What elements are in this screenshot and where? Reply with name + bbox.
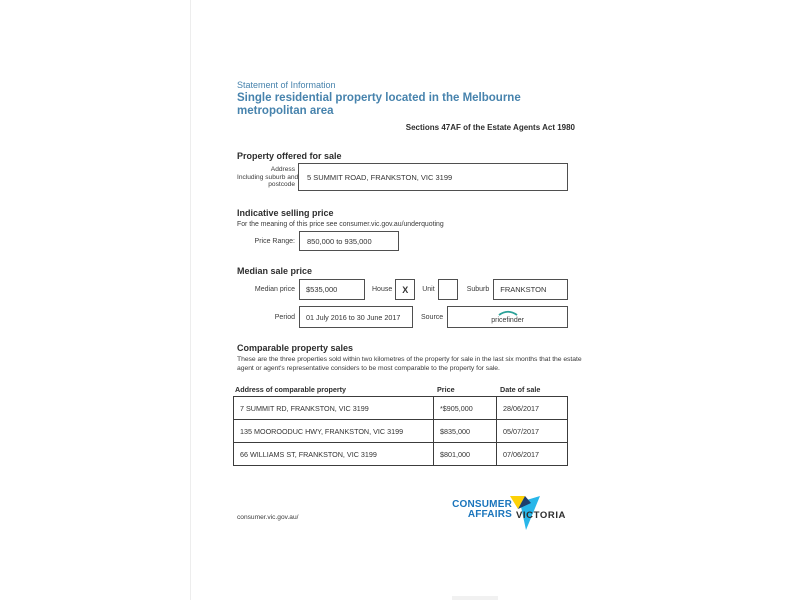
act-reference: Sections 47AF of the Estate Agents Act 1980 <box>405 123 575 132</box>
scan-artifact-bar <box>452 596 498 600</box>
document-eyebrow: Statement of Information <box>237 80 336 90</box>
comparable-sales-description: These are the three properties sold within two kilometres of the property for sale in the last six months that the estate agent or agent's representative considers to be most comparable to the property for sale. <box>237 356 582 372</box>
cell-date: 07/06/2017 <box>503 449 539 459</box>
cell-address: 7 SUMMIT RD, FRANKSTON, VIC 3199 <box>234 397 434 419</box>
section-heading-indicative-price: Indicative selling price <box>237 208 334 218</box>
footer-website: consumer.vic.gov.au/ <box>237 514 299 521</box>
table-row <box>234 420 567 443</box>
pricefinder-logo <box>491 310 524 324</box>
column-header-date: Date of sale <box>500 385 541 394</box>
address-field-row <box>237 163 568 191</box>
period-value: 01 July 2016 to 30 June 2017 <box>299 306 413 328</box>
page-edge-line <box>190 0 191 600</box>
page-title: Single residential property located in the Melbourne metropolitan area <box>237 92 521 117</box>
suburb-label: Suburb <box>466 286 490 293</box>
house-checkbox: X <box>395 279 415 300</box>
price-range-row <box>237 231 399 251</box>
pricefinder-arc-icon <box>497 310 519 316</box>
table-row <box>234 443 567 465</box>
source-value-box <box>447 306 568 328</box>
price-range-value: 850,000 to 935,000 <box>299 231 399 251</box>
cell-address: 66 WILLIAMS ST, FRANKSTON, VIC 3199 <box>234 443 434 465</box>
cell-address: 135 MOOROODUC HWY, FRANKSTON, VIC 3199 <box>234 420 434 442</box>
column-header-address: Address of comparable property <box>233 385 433 397</box>
period-source-row <box>237 306 568 328</box>
house-label: House <box>372 286 393 293</box>
suburb-value: FRANKSTON <box>493 279 568 300</box>
section-heading-median-sale: Median sale price <box>237 266 313 276</box>
table-row <box>234 397 567 420</box>
underquoting-note: For the meaning of this price see consumer.vic.gov.au/underquoting <box>237 221 444 228</box>
section-heading-property-offered: Property offered for sale <box>237 151 342 161</box>
comparable-sales-table <box>233 396 568 466</box>
unit-checkbox <box>438 279 458 300</box>
section-heading-comparable-sales: Comparable property sales <box>237 343 354 353</box>
address-field-value: 5 SUMMIT ROAD, FRANKSTON, VIC 3199 <box>298 163 568 191</box>
column-header-price: Price <box>437 385 455 394</box>
price-range-label: Price Range: <box>254 237 295 245</box>
pricefinder-wordmark: pricefinder <box>491 317 524 324</box>
logo-text-affairs: AFFAIRS <box>467 509 512 520</box>
cell-date: 28/06/2017 <box>503 403 539 413</box>
median-price-label: Median price <box>254 286 295 293</box>
median-price-row <box>237 279 568 300</box>
period-label: Period <box>274 313 295 321</box>
median-price-value: $535,000 <box>299 279 365 300</box>
logo-text-consumer: CONSUMER <box>452 499 512 510</box>
consumer-affairs-victoria-logo <box>450 496 570 534</box>
source-label: Source <box>421 313 444 321</box>
cell-price: $801,000 <box>434 443 497 465</box>
cell-price: $835,000 <box>434 420 497 442</box>
unit-label: Unit <box>422 286 435 293</box>
cell-date: 05/07/2017 <box>503 426 539 436</box>
cell-price: *$905,000 <box>434 397 497 419</box>
logo-text-victoria: VICTORIA <box>516 510 567 521</box>
address-field-label: Address Including suburb and postcode <box>237 166 299 189</box>
